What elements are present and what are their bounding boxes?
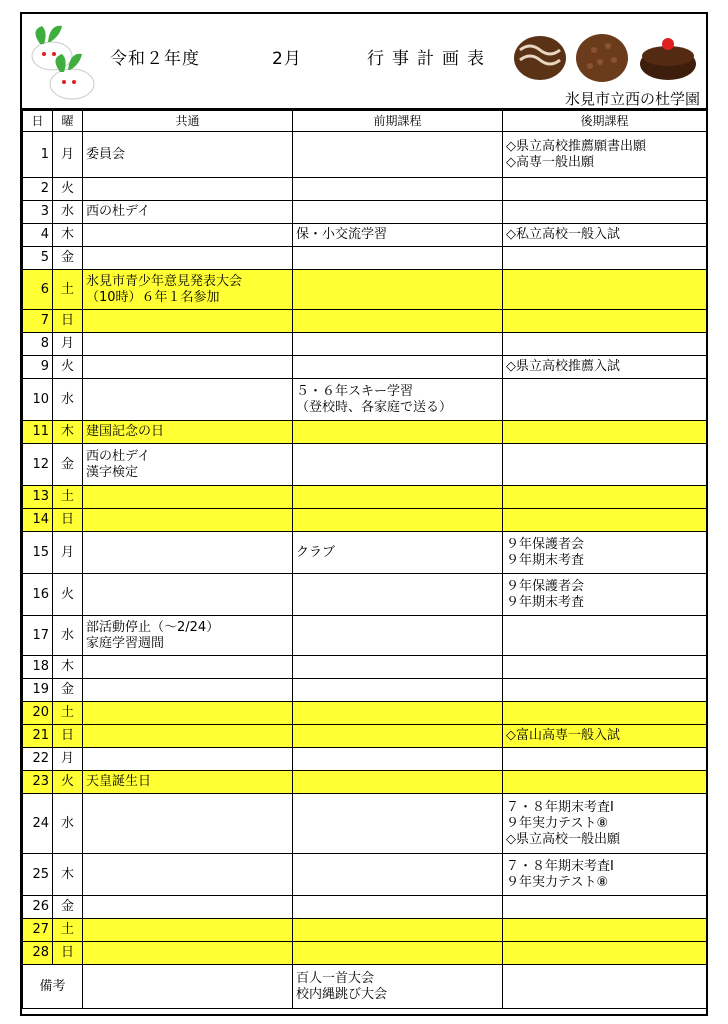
cell-text: ９年保護者会: [506, 536, 585, 552]
weekday-cell: 木: [53, 854, 83, 896]
cell-text: 西の杜デイ: [86, 448, 151, 464]
cell-text: ◇富山高専一般入試: [506, 728, 620, 743]
common-cell: [83, 532, 293, 574]
day-cell: 2: [23, 178, 53, 201]
remarks-first-term-cell: [293, 965, 503, 1009]
common-cell: [83, 333, 293, 356]
first-term-cell: [293, 356, 503, 379]
weekday-cell: 月: [53, 748, 83, 771]
common-cell: [83, 247, 293, 270]
cell-text: ◇高専一般出願: [506, 154, 594, 170]
second-term-cell: [503, 509, 707, 532]
second-term-cell: [503, 679, 707, 702]
weekday-cell: 火: [53, 574, 83, 616]
day-cell: 17: [23, 616, 53, 656]
table-row: [23, 919, 707, 942]
first-term-cell: [293, 919, 503, 942]
second-term-cell: [503, 379, 707, 421]
table-row: [23, 896, 707, 919]
second-term-cell: [503, 794, 707, 854]
first-term-cell: [293, 679, 503, 702]
cell-text: ９年実力テスト⑧: [506, 874, 609, 890]
common-cell: [83, 486, 293, 509]
weekday-cell: 日: [53, 310, 83, 333]
second-term-cell: [503, 574, 707, 616]
common-cell: [83, 794, 293, 854]
day-cell: 1: [23, 132, 53, 178]
day-cell: 20: [23, 702, 53, 725]
first-term-cell: [293, 794, 503, 854]
cell-text: ９年期末考査: [506, 594, 585, 610]
weekday-cell: 金: [53, 679, 83, 702]
first-term-cell: [293, 854, 503, 896]
table-row: [23, 532, 707, 574]
day-cell: 15: [23, 532, 53, 574]
weekday-cell: 火: [53, 771, 83, 794]
cell-text: ◇県立高校推薦入試: [506, 359, 620, 374]
first-term-cell: [293, 132, 503, 178]
table-row: [23, 356, 707, 379]
second-term-cell: [503, 224, 707, 247]
weekday-cell: 木: [53, 421, 83, 444]
day-cell: 13: [23, 486, 53, 509]
common-cell: [83, 574, 293, 616]
first-term-cell: [293, 333, 503, 356]
second-term-cell: [503, 771, 707, 794]
weekday-cell: 月: [53, 132, 83, 178]
common-cell: [83, 356, 293, 379]
first-term-cell: [293, 616, 503, 656]
first-term-cell: [293, 379, 503, 421]
school-name: 氷見市立西の杜学園: [564, 90, 700, 108]
cell-text: 部活動停止（～2/24）: [86, 619, 220, 635]
cell-text: ９年期末考査: [506, 552, 585, 568]
second-term-cell: [503, 702, 707, 725]
table-row: [23, 509, 707, 532]
cell-text: ９年保護者会: [506, 578, 585, 594]
cell-text: 保・小交流学習: [296, 227, 388, 242]
day-cell: 18: [23, 656, 53, 679]
cell-text: 西の杜デイ: [86, 204, 151, 219]
first-term-cell: [293, 224, 503, 247]
common-cell: [83, 748, 293, 771]
weekday-cell: 水: [53, 794, 83, 854]
table-row: [23, 748, 707, 771]
cell-text: ９年実力テスト⑧: [506, 815, 609, 831]
cell-text: ◇私立高校一般入試: [506, 227, 620, 242]
first-term-cell: [293, 509, 503, 532]
table-row: [23, 421, 707, 444]
common-cell: [83, 421, 293, 444]
first-term-cell: [293, 421, 503, 444]
cell-text: クラブ: [296, 544, 336, 560]
second-term-cell: [503, 896, 707, 919]
table-row: [23, 247, 707, 270]
table-row: [23, 333, 707, 356]
column-header-weekday: 曜: [53, 111, 83, 132]
second-term-cell: [503, 616, 707, 656]
weekday-cell: 水: [53, 201, 83, 224]
column-header-common: 共通: [83, 111, 293, 132]
day-cell: 19: [23, 679, 53, 702]
remarks-common-cell: [83, 965, 293, 1009]
common-cell: [83, 509, 293, 532]
day-cell: 11: [23, 421, 53, 444]
table-row: [23, 132, 707, 178]
cell-text: ◇県立高校一般出願: [506, 831, 620, 847]
day-cell: 24: [23, 794, 53, 854]
day-cell: 22: [23, 748, 53, 771]
common-cell: [83, 771, 293, 794]
day-cell: 10: [23, 379, 53, 421]
second-term-cell: [503, 656, 707, 679]
weekday-cell: 金: [53, 247, 83, 270]
table-body: [23, 132, 707, 1009]
day-cell: 25: [23, 854, 53, 896]
second-term-cell: [503, 247, 707, 270]
weekday-cell: 木: [53, 224, 83, 247]
second-term-cell: [503, 421, 707, 444]
chocolate-icon: [510, 28, 700, 86]
common-cell: [83, 616, 293, 656]
schedule-table: [22, 110, 707, 1009]
common-cell: [83, 132, 293, 178]
day-cell: 9: [23, 356, 53, 379]
table-row: [23, 771, 707, 794]
first-term-cell: [293, 574, 503, 616]
first-term-cell: [293, 310, 503, 333]
table-row: [23, 794, 707, 854]
remarks-label: 備考: [23, 965, 83, 1009]
table-row: [23, 224, 707, 247]
table-row: [23, 486, 707, 509]
cell-text: （登校時、各家庭で送る）: [296, 399, 453, 415]
day-cell: 14: [23, 509, 53, 532]
first-term-cell: [293, 247, 503, 270]
cell-text: ◇県立高校推薦願書出願: [506, 138, 646, 154]
month-label: 2月: [272, 49, 302, 69]
weekday-cell: 日: [53, 509, 83, 532]
weekday-cell: 水: [53, 379, 83, 421]
day-cell: 28: [23, 942, 53, 965]
table-row: [23, 270, 707, 310]
table-row: [23, 656, 707, 679]
weekday-cell: 日: [53, 942, 83, 965]
weekday-cell: 金: [53, 444, 83, 486]
cell-text: ７・８年期末考査Ⅰ: [506, 799, 614, 815]
second-term-cell: [503, 854, 707, 896]
table-row: [23, 854, 707, 896]
common-cell: [83, 854, 293, 896]
page-title: 行事計画表: [367, 49, 492, 69]
table-header-row: [23, 111, 707, 132]
first-term-cell: [293, 725, 503, 748]
second-term-cell: [503, 132, 707, 178]
common-cell: [83, 656, 293, 679]
second-term-cell: [503, 356, 707, 379]
table-row: [23, 178, 707, 201]
weekday-cell: 火: [53, 178, 83, 201]
weekday-cell: 土: [53, 270, 83, 310]
table-row: [23, 574, 707, 616]
common-cell: [83, 310, 293, 333]
common-cell: [83, 379, 293, 421]
first-term-cell: [293, 702, 503, 725]
common-cell: [83, 725, 293, 748]
day-cell: 12: [23, 444, 53, 486]
column-header-second-term: 後期課程: [503, 111, 707, 132]
column-header-day: 日: [23, 111, 53, 132]
table-row: [23, 379, 707, 421]
cell-text: ５・６年スキー学習: [296, 383, 414, 399]
first-term-cell: [293, 656, 503, 679]
day-cell: 3: [23, 201, 53, 224]
first-term-cell: [293, 178, 503, 201]
weekday-cell: 金: [53, 896, 83, 919]
table-row: [23, 702, 707, 725]
table-row: [23, 201, 707, 224]
weekday-cell: 日: [53, 725, 83, 748]
year-label: 令和２年度: [110, 49, 200, 69]
second-term-cell: [503, 270, 707, 310]
common-cell: [83, 896, 293, 919]
table-row: [23, 942, 707, 965]
weekday-cell: 火: [53, 356, 83, 379]
first-term-cell: [293, 444, 503, 486]
cell-text: 天皇誕生日: [86, 774, 152, 789]
day-cell: 16: [23, 574, 53, 616]
table-row: [23, 310, 707, 333]
second-term-cell: [503, 178, 707, 201]
common-cell: [83, 270, 293, 310]
second-term-cell: [503, 532, 707, 574]
second-term-cell: [503, 444, 707, 486]
weekday-cell: 月: [53, 532, 83, 574]
common-cell: [83, 679, 293, 702]
weekday-cell: 木: [53, 656, 83, 679]
first-term-cell: [293, 201, 503, 224]
cell-text: 漢字検定: [86, 464, 139, 480]
common-cell: [83, 224, 293, 247]
weekday-cell: 月: [53, 333, 83, 356]
snow-rabbit-icon: [26, 20, 102, 104]
weekday-cell: 土: [53, 486, 83, 509]
day-cell: 23: [23, 771, 53, 794]
table-row: [23, 444, 707, 486]
remarks-second-term-cell: [503, 965, 707, 1009]
day-cell: 21: [23, 725, 53, 748]
cell-text: 委員会: [86, 146, 126, 162]
day-cell: 6: [23, 270, 53, 310]
common-cell: [83, 702, 293, 725]
second-term-cell: [503, 201, 707, 224]
cell-text: 建国記念の日: [86, 424, 165, 439]
weekday-cell: 水: [53, 616, 83, 656]
weekday-cell: 土: [53, 702, 83, 725]
day-cell: 7: [23, 310, 53, 333]
cell-text: 家庭学習週間: [86, 635, 165, 651]
column-header-first-term: 前期課程: [293, 111, 503, 132]
second-term-cell: [503, 748, 707, 771]
common-cell: [83, 178, 293, 201]
day-cell: 4: [23, 224, 53, 247]
table-row: [23, 679, 707, 702]
weekday-cell: 土: [53, 919, 83, 942]
first-term-cell: [293, 896, 503, 919]
common-cell: [83, 201, 293, 224]
day-cell: 5: [23, 247, 53, 270]
header: [22, 14, 706, 110]
cell-text: 氷見市青少年意見発表大会: [86, 273, 243, 289]
second-term-cell: [503, 919, 707, 942]
day-cell: 8: [23, 333, 53, 356]
common-cell: [83, 942, 293, 965]
first-term-cell: [293, 748, 503, 771]
table-row: [23, 725, 707, 748]
second-term-cell: [503, 486, 707, 509]
first-term-cell: [293, 771, 503, 794]
common-cell: [83, 444, 293, 486]
second-term-cell: [503, 310, 707, 333]
second-term-cell: [503, 333, 707, 356]
second-term-cell: [503, 942, 707, 965]
second-term-cell: [503, 725, 707, 748]
first-term-cell: [293, 486, 503, 509]
day-cell: 27: [23, 919, 53, 942]
remarks-row: [23, 965, 707, 1009]
day-cell: 26: [23, 896, 53, 919]
cell-text: ７・８年期末考査Ⅰ: [506, 858, 614, 874]
first-term-cell: [293, 270, 503, 310]
common-cell: [83, 919, 293, 942]
cell-text: 校内縄跳び大会: [296, 986, 388, 1002]
table-row: [23, 616, 707, 656]
schedule-sheet: [20, 12, 708, 1016]
first-term-cell: [293, 532, 503, 574]
cell-text: 百人一首大会: [296, 970, 375, 986]
first-term-cell: [293, 942, 503, 965]
cell-text: （10時）６年１名参加: [86, 289, 220, 305]
